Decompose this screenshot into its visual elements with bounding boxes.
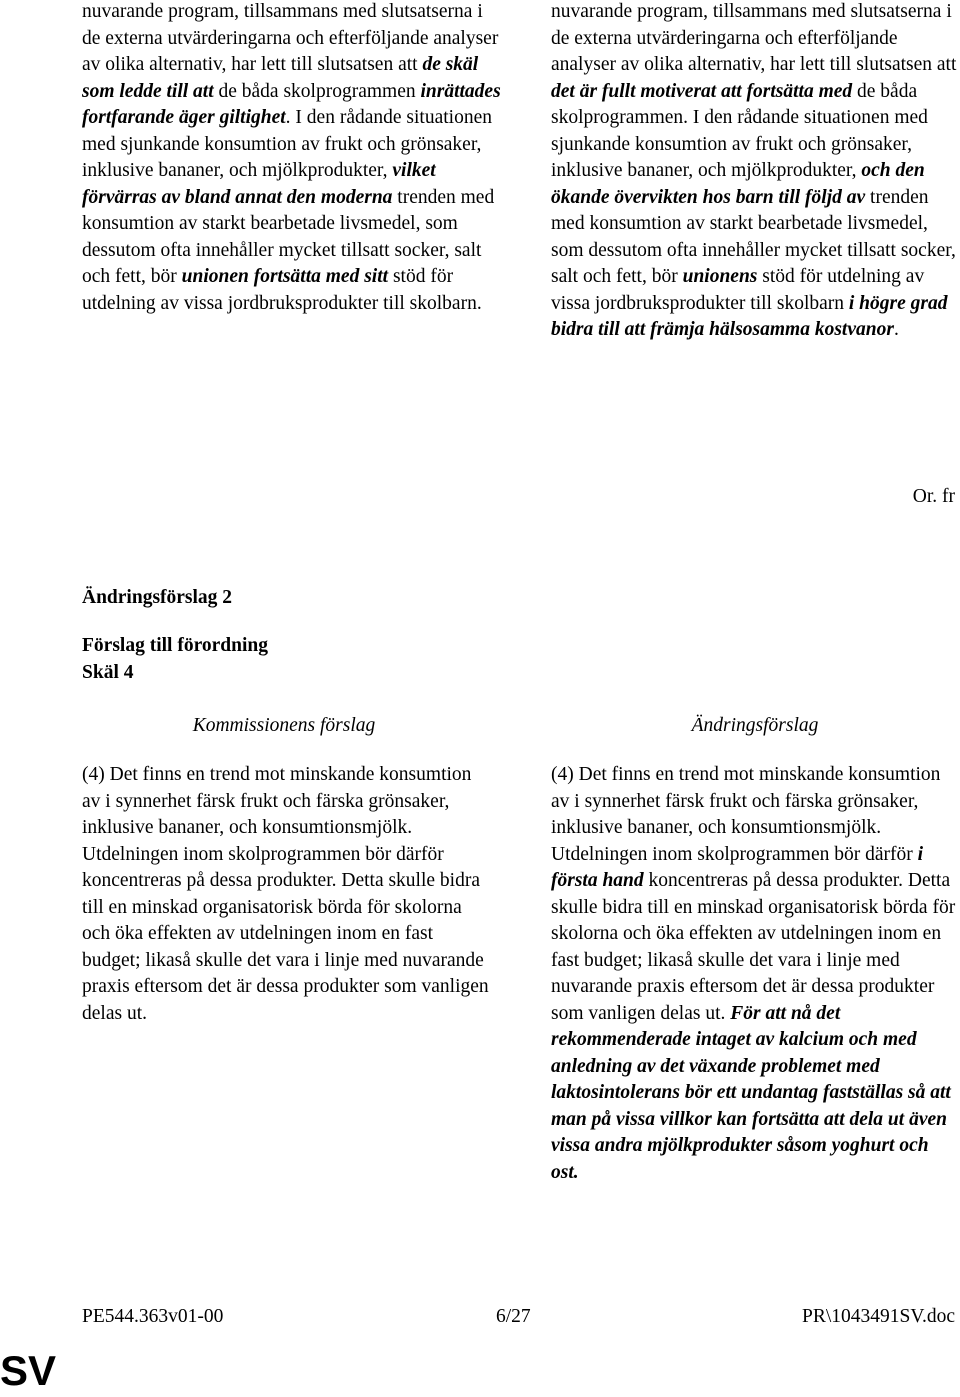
amended-text-segment: det är fullt motiverat att fortsätta med — [551, 80, 853, 102]
amended-text-segment: de skäl som ledde till att — [82, 54, 479, 102]
amended-text-segment: För att nå det rekommenderade intaget av kalcium och med anledning av det växande problemet med laktosintolerans bör ett undantag fastställas så att man på vissa villkor kan fortsätta att dela ut även vissa andra mjölkprodukter såsom yoghurt och ost. — [551, 1002, 951, 1183]
commission-proposal-header: Kommissionens förslag — [192, 715, 376, 736]
text-segment: stöd för utdelning av vissa jordbruksprodukter till skolbarn. — [82, 266, 482, 314]
top-left-column — [82, 0, 502, 317]
text-segment: trenden med konsumtion av starkt bearbetade livsmedel, som dessutom ofta innehåller mycket tillsatt socker, salt och fett, bör — [82, 186, 495, 287]
text-segment: trenden med konsumtion av starkt bearbetade livsmedel, som dessutom ofta innehåller mycket tillsatt socker, salt och fett, bör — [551, 186, 956, 287]
text-segment: de båda skolprogrammen — [213, 80, 421, 102]
text-segment: (4) Det finns en trend mot minskande konsumtion av i synnerhet färsk frukt och färska grönsaker, inklusive bananer, och konsumtionsmjölk. Utdelningen inom skolprogrammen bör därför koncentreras på dessa produkter. Detta skulle bidra till en minskad organisatorisk börda för skolorna och öka effekten av utdelningen inom en fast budget; likaså skulle det vara i linje med nuvarande praxis eftersom det är dessa produkter som vanligen delas ut. — [82, 764, 489, 1024]
text-segment: . I den rådande situationen med sjunkande konsumtion av frukt och grönsaker, inklusive bananer, och mjölkprodukter, — [82, 107, 492, 181]
amended-text-segment: unionen fortsätta med sitt — [181, 266, 389, 287]
text-segment: . — [893, 319, 899, 340]
amended-text-segment: i första hand — [551, 843, 924, 891]
footer-page-number: 6/27 — [496, 1306, 531, 1327]
text-segment: nuvarande program, tillsammans med slutsatserna i de externa utvärderingarna och efterföljande analyser av olika alternativ, har lett till slutsatsen att — [551, 1, 957, 75]
language-code: SV — [0, 1347, 57, 1394]
text-segment: koncentreras på dessa produkter. Detta skulle bidra till en minskad organisatorisk börda för skolorna och öka effekten av utdelningen inom en fast budget; likaså skulle det vara i linje med nuvarande praxis eftersom det är dessa produkter som vanligen delas ut. — [551, 870, 956, 1024]
proposal-line: Förslag till förordning — [82, 635, 268, 656]
text-segment: nuvarande program, tillsammans med slutsatserna i de externa utvärderingarna och efterföljande analyser av olika alternativ, har lett till slutsatsen att — [82, 1, 499, 75]
amendment-title: Ändringsförslag 2 — [82, 587, 233, 608]
top-right-column — [551, 0, 959, 344]
text-segment: de båda skolprogrammen. I den rådande situationen med sjunkande konsumtion av frukt och grönsaker, inklusive bananer, och mjölkprodukter, — [551, 80, 928, 181]
amended-text-segment: vilket förvärras av bland annat den moderna — [82, 160, 436, 208]
text-segment: stöd för utdelning av vissa jordbruksprodukter till skolbarn — [551, 266, 925, 314]
original-language-ref: Or. fr — [912, 486, 955, 507]
recital-line: Skäl 4 — [82, 662, 134, 683]
text-segment: (4) Det finns en trend mot minskande konsumtion av i synnerhet färsk frukt och färska grönsaker, inklusive bananer, och konsumtionsmjölk. Utdelningen inom skolprogrammen bör därför — [551, 764, 941, 865]
amended-text-segment: inrättades fortfarande äger giltighet — [82, 80, 501, 128]
amendment-header: Ändringsförslag — [691, 715, 819, 736]
amended-text-segment: unionens — [682, 266, 758, 287]
amended-text-segment: och den ökande övervikten hos barn till följd av — [551, 160, 925, 208]
footer-doc-ref: PE544.363v01-00 — [82, 1306, 224, 1327]
amendment-text — [551, 762, 959, 1186]
commission-text — [82, 762, 494, 1027]
amended-text-segment: i högre grad bidra till att främja hälsosamma kostvanor — [551, 292, 948, 340]
footer-filename: PR\1043491SV.doc — [802, 1306, 955, 1327]
